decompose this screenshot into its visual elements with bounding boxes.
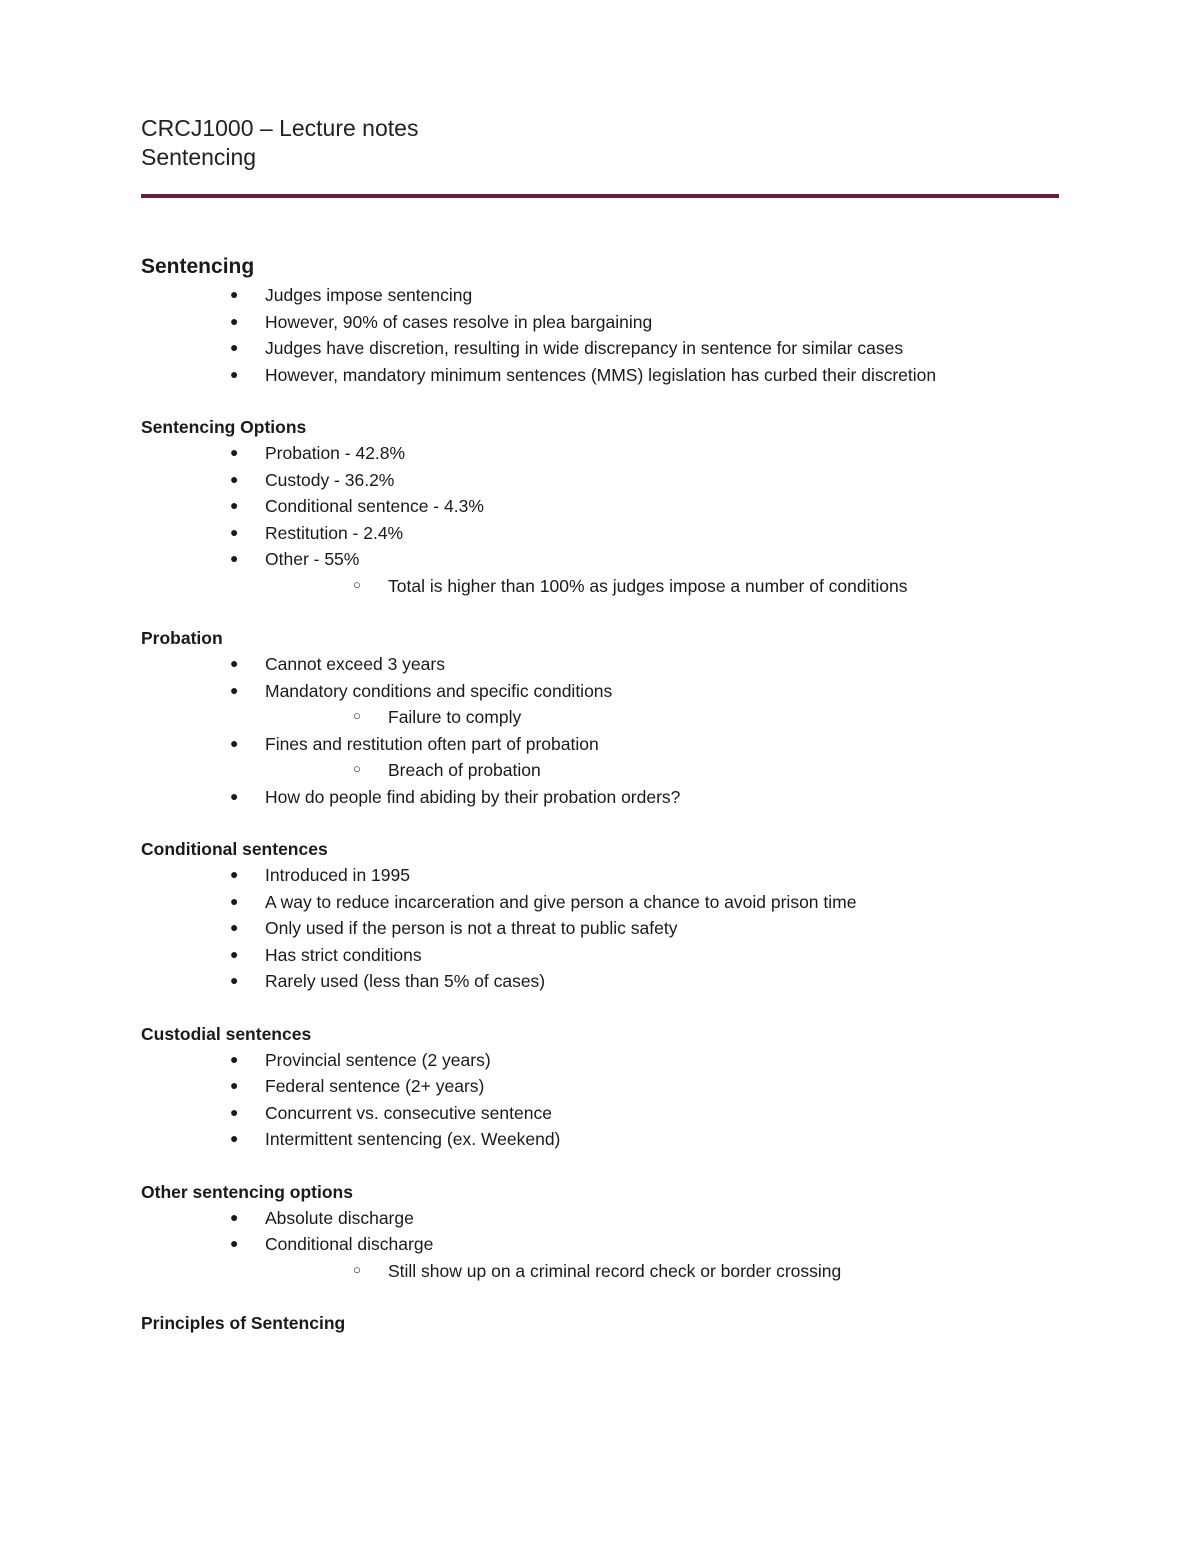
list-item-text: Concurrent vs. consecutive sentence xyxy=(265,1102,552,1123)
list-item-text: Cannot exceed 3 years xyxy=(265,654,445,674)
hollow-bullet-icon: ○ xyxy=(353,761,361,776)
list-item xyxy=(141,440,1059,467)
bullet-icon: ● xyxy=(230,286,239,302)
bullet-icon: ● xyxy=(230,866,239,882)
list-item-text: Has strict conditions xyxy=(265,944,422,965)
bullet-icon: ● xyxy=(230,1103,239,1120)
sub-bullet-list xyxy=(265,704,1059,731)
list-item xyxy=(141,784,1059,811)
list-item-text: Probation - 42.8% xyxy=(265,443,406,463)
list-item xyxy=(141,546,1059,599)
section-heading: Principles of Sentencing xyxy=(141,1313,346,1333)
bullet-icon: ● xyxy=(230,444,239,460)
bullet-icon: ● xyxy=(230,1235,239,1251)
list-item xyxy=(141,915,1059,942)
section-heading: Sentencing Options xyxy=(141,417,307,437)
document-header xyxy=(141,114,1059,172)
header-divider xyxy=(141,194,1059,198)
sub-bullet-list xyxy=(265,573,1059,600)
bullet-icon: ● xyxy=(230,1130,239,1146)
bullet-icon: ● xyxy=(230,681,239,698)
bullet-icon: ● xyxy=(230,365,239,382)
notes-section xyxy=(141,252,1059,388)
bullet-icon: ● xyxy=(230,945,239,962)
list-item-text: Judges have discretion, resulting in wide discrepancy in sentence for similar cases xyxy=(265,338,904,358)
list-item-text: Custody - 36.2% xyxy=(265,469,395,490)
hollow-bullet-icon: ○ xyxy=(353,576,361,592)
list-item xyxy=(141,520,1059,547)
sub-bullet-list xyxy=(265,757,1059,784)
sub-list-item-text: Breach of probation xyxy=(388,760,541,780)
sub-list-item xyxy=(265,704,1059,731)
bullet-icon: ● xyxy=(230,497,239,513)
list-item xyxy=(141,493,1059,520)
bullet-icon: ● xyxy=(230,312,239,329)
list-item xyxy=(141,678,1059,731)
bullet-icon: ● xyxy=(230,550,239,566)
bullet-icon: ● xyxy=(230,1077,239,1093)
bullet-list xyxy=(141,862,1059,995)
bullet-list xyxy=(141,1205,1059,1285)
bullet-list xyxy=(141,651,1059,810)
notes-section xyxy=(141,625,1059,810)
list-item-text: Fines and restitution often part of probation xyxy=(265,733,599,754)
list-item xyxy=(141,1100,1059,1127)
bullet-list xyxy=(141,282,1059,388)
list-item-text: A way to reduce incarceration and give person a chance to avoid prison time xyxy=(265,891,857,912)
notes-section xyxy=(141,1021,1059,1153)
list-item xyxy=(141,1205,1059,1232)
list-item xyxy=(141,889,1059,916)
sub-list-item xyxy=(265,573,1059,600)
notes-section xyxy=(141,414,1059,599)
course-title: CRCJ1000 – Lecture notes xyxy=(141,115,419,141)
list-item-text: Conditional discharge xyxy=(265,1234,434,1254)
list-item xyxy=(141,309,1059,336)
list-item-text: Conditional sentence - 4.3% xyxy=(265,496,484,516)
bullet-icon: ● xyxy=(230,892,239,909)
bullet-icon: ● xyxy=(230,787,239,804)
list-item xyxy=(141,731,1059,784)
sub-bullet-list xyxy=(265,1258,1059,1285)
list-item xyxy=(141,942,1059,969)
bullet-icon: ● xyxy=(230,523,239,540)
list-item xyxy=(141,862,1059,889)
bullet-icon: ● xyxy=(230,972,239,988)
list-item-text: Provincial sentence (2 years) xyxy=(265,1049,491,1070)
list-item-text: Other - 55% xyxy=(265,549,360,569)
section-heading: Conditional sentences xyxy=(141,839,328,859)
section-heading: Probation xyxy=(141,628,223,648)
bullet-icon: ● xyxy=(230,470,239,487)
sub-list-item-text: Total is higher than 100% as judges impose a number of conditions xyxy=(388,575,908,596)
list-item-text: However, mandatory minimum sentences (MMS) legislation has curbed their discretion xyxy=(265,364,937,385)
notes-section xyxy=(141,836,1059,995)
list-item-text: Rarely used (less than 5% of cases) xyxy=(265,971,546,991)
list-item xyxy=(141,1073,1059,1100)
bullet-icon: ● xyxy=(230,919,239,935)
topic-title: Sentencing xyxy=(141,144,257,170)
list-item-text: Federal sentence (2+ years) xyxy=(265,1076,485,1096)
sub-list-item-text: Still show up on a criminal record check or border crossing xyxy=(388,1260,842,1281)
notes-section xyxy=(141,1179,1059,1285)
bullet-icon: ● xyxy=(230,655,239,671)
section-heading: Custodial sentences xyxy=(141,1023,312,1044)
list-item-text: Mandatory conditions and specific conditions xyxy=(265,680,613,701)
list-item xyxy=(141,1231,1059,1284)
bullet-icon: ● xyxy=(230,734,239,751)
list-item xyxy=(141,651,1059,678)
notes-section xyxy=(141,1310,1059,1336)
list-item-text: Intermittent sentencing (ex. Weekend) xyxy=(265,1129,561,1149)
list-item-text: Judges impose sentencing xyxy=(265,285,473,305)
notes-body xyxy=(141,252,1059,1362)
list-item xyxy=(141,968,1059,995)
list-item xyxy=(141,282,1059,309)
section-heading: Other sentencing options xyxy=(141,1181,353,1202)
list-item xyxy=(141,362,1059,389)
bullet-list xyxy=(141,1047,1059,1153)
list-item xyxy=(141,335,1059,362)
list-item xyxy=(141,467,1059,494)
bullet-list xyxy=(141,440,1059,599)
bullet-icon: ● xyxy=(230,339,239,355)
hollow-bullet-icon: ○ xyxy=(353,708,361,723)
list-item xyxy=(141,1047,1059,1074)
bullet-icon: ● xyxy=(230,1208,239,1225)
list-item-text: However, 90% of cases resolve in plea bargaining xyxy=(265,311,653,332)
list-item-text: Only used if the person is not a threat to public safety xyxy=(265,918,678,938)
list-item-text: Restitution - 2.4% xyxy=(265,522,404,543)
list-item-text: Absolute discharge xyxy=(265,1207,414,1228)
list-item-text: Introduced in 1995 xyxy=(265,865,410,885)
bullet-icon: ● xyxy=(230,1050,239,1067)
list-item-text: How do people find abiding by their probation orders? xyxy=(265,786,681,807)
list-item xyxy=(141,1126,1059,1153)
sub-list-item xyxy=(265,1258,1059,1285)
hollow-bullet-icon: ○ xyxy=(353,1261,361,1277)
section-heading: Sentencing xyxy=(141,255,255,278)
sub-list-item-text: Failure to comply xyxy=(388,707,522,727)
sub-list-item xyxy=(265,757,1059,784)
